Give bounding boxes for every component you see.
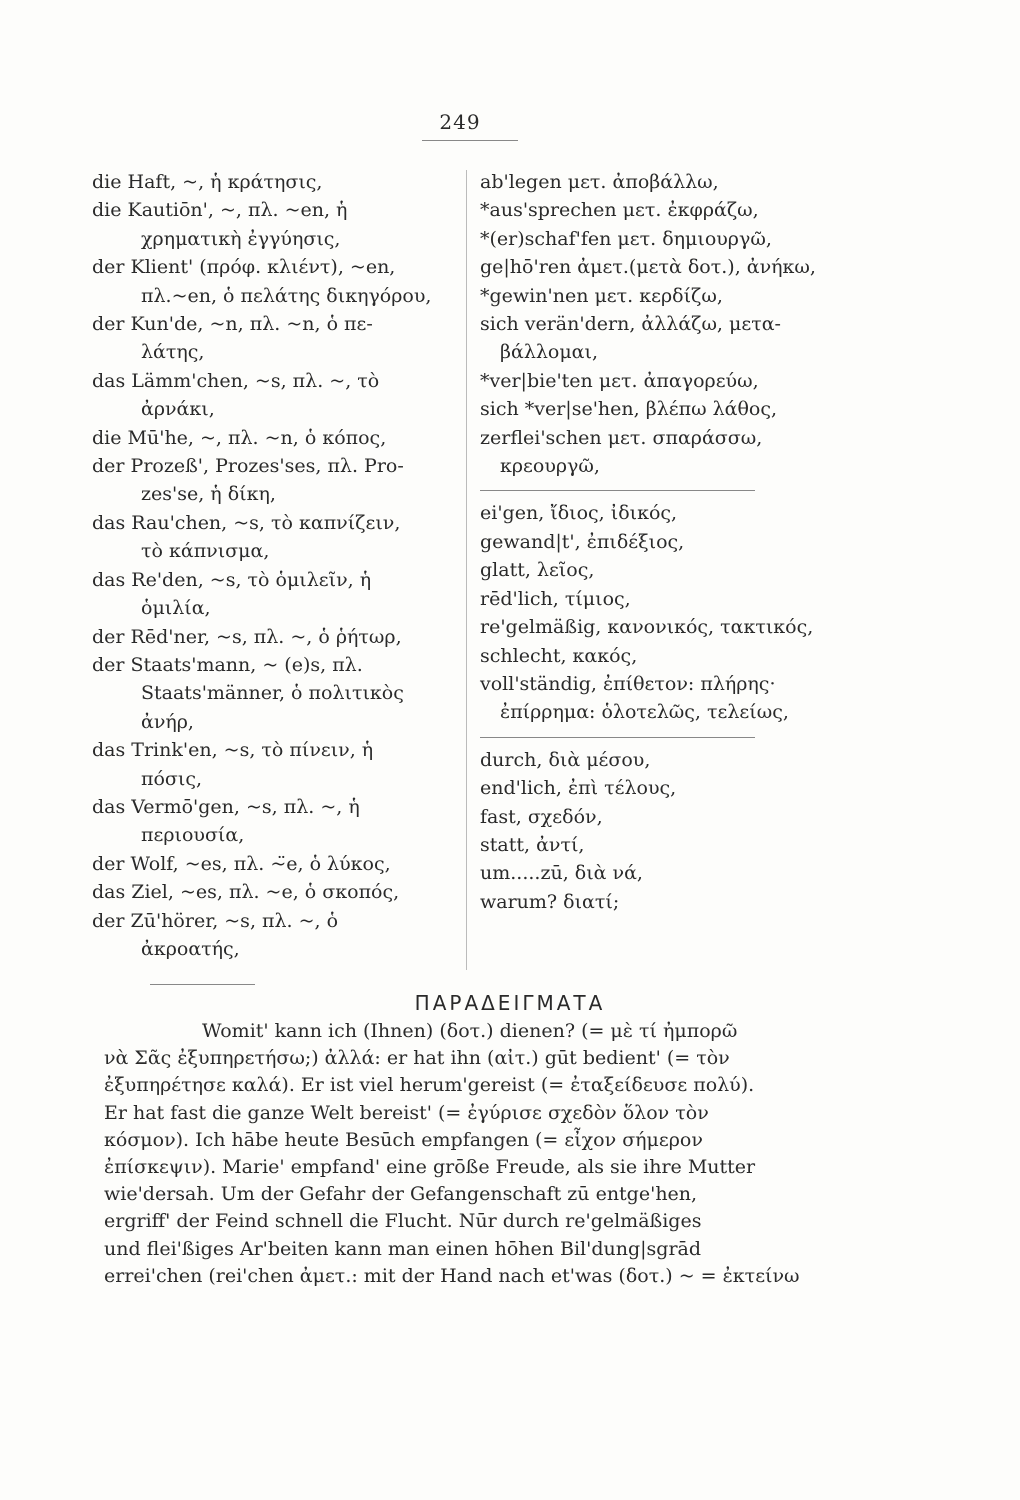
group-rule (480, 737, 755, 738)
entry-line: λάτης, (141, 341, 205, 364)
paragraph-line: ἐπίσκεψιν). Marie' empfand' eine grōße Freude, als sie ihre Mutter (104, 1156, 756, 1179)
entry-line: βάλλομαι, (500, 341, 599, 364)
page-number: 249 (439, 110, 481, 134)
entry-line: um.....zū, διὰ νά, (480, 862, 643, 885)
entry-line: περιουσία, (141, 824, 245, 847)
entry-line: *(er)schaf'fen μετ. δημιουργῶ, (480, 227, 772, 250)
entry-line: voll'ständig, ἐπίθετον: πλήρης· (480, 672, 776, 695)
entry-line: τὸ κάπνισμα, (141, 540, 270, 563)
entry-line: warum? διατί; (480, 890, 620, 913)
entry-line: der Klient' (πρόφ. κλιέντ), ~en, (92, 256, 396, 279)
entry-line: zerflei'schen μετ. σπαράσσω, (480, 426, 763, 449)
entry-line: ei'gen, ἴδιος, ἰδικός, (480, 502, 678, 525)
entry-line: der Staats'mann, ~ (e)s, πλ. (92, 653, 363, 676)
entry-line: rēd'lich, τίμιος, (480, 587, 631, 610)
entry-line: ἐπίρρημα: ὁλοτελῶς, τελείως, (500, 701, 789, 724)
adverbs-group (480, 746, 875, 916)
entry-line: die Haft, ~, ἡ κράτησις, (92, 171, 323, 193)
entry-line: glatt, λεῖος, (480, 559, 595, 582)
entry-line: re'gelmäßig, κανονικός, τακτικός, (480, 616, 814, 639)
entry-line: ἀρνάκι, (141, 398, 215, 421)
entry-line: κρεουργῶ, (500, 455, 600, 478)
entry-line: ab'legen μετ. ἀποβάλλω, (480, 171, 719, 193)
section-title: ΠΑΡΑΔΕΙΓΜΑΤΑ (414, 991, 606, 1015)
paragraph-line: κόσμον). Ich hābe heute Besūch empfangen (= εἶχον σήμερον (104, 1128, 703, 1151)
left-column-end-rule (150, 984, 255, 985)
entry-line: das Ziel, ~es, πλ. ~e, ὁ σκοπός, (92, 881, 400, 904)
entry-line: der Prozeß', Prozes'ses, πλ. Pro- (92, 455, 404, 478)
entry-line: ge|hō'ren ἀμετ.(μετὰ δοτ.), ἀνήκω, (480, 256, 816, 279)
entry-line: ὁμιλία, (141, 597, 211, 620)
adjectives-group (480, 499, 875, 726)
entry-line: durch, διὰ μέσου, (480, 748, 651, 771)
paragraph-line: ἐξυπηρέτησε καλά). Er ist viel herum'gereist (= ἐταξείδευσε πολύ). (104, 1074, 755, 1097)
entry-line: *gewin'nen μετ. κερδίζω, (480, 284, 723, 307)
entry-line: sich *ver|se'hen, βλέπω λάθος, (480, 398, 778, 421)
entry-line: Staats'männer, ὁ πολιτικὸς (141, 682, 404, 705)
entry-line: der Zū'hörer, ~s, πλ. ~, ὁ (92, 909, 339, 932)
entry-line: χρηματικὴ ἐγγύησις, (141, 227, 341, 250)
paragraph-line: und flei'ßiges Ar'beiten kann man einen hōhen Bil'dung|sgrād (104, 1237, 702, 1260)
entry-line: ἀνήρ, (141, 710, 194, 733)
examples-paragraph (104, 1018, 844, 1290)
entry-line: die Kautiōn', ~, πλ. ~en, ἡ (92, 199, 348, 222)
column-divider (466, 170, 467, 970)
paragraph-line: ergriff' der Feind schnell die Flucht. Nūr durch re'gelmäßiges (104, 1210, 702, 1233)
entry-line: schlecht, κακός, (480, 644, 638, 667)
paragraph-line: errei'chen (rei'chen ἀμετ.: mit der Hand nach et'was (δοτ.) ~ = ἐκτείνω (104, 1264, 800, 1287)
left-column (92, 168, 464, 963)
entry-line: das Re'den, ~s, τὸ ὁμιλεῖν, ἡ (92, 568, 372, 591)
verbs-group (480, 168, 875, 480)
entry-line: ἀκροατής, (141, 937, 240, 960)
entry-line: das Vermō'gen, ~s, πλ. ~, ἡ (92, 795, 360, 818)
entry-line: der Rēd'ner, ~s, πλ. ~, ὁ ῥήτωρ, (92, 625, 402, 648)
entry-line: fast, σχεδόν, (480, 805, 603, 828)
entry-line: sich verän'dern, ἀλλάζω, μετα- (480, 313, 781, 336)
entry-line: end'lich, ἐπὶ τέλους, (480, 777, 677, 800)
paragraph-line: Er hat fast die ganze Welt bereist' (= ἐγύρισε σχεδὸν ὅλον τὸν (104, 1101, 709, 1124)
entry-line: der Wolf, ~es, πλ. ~̈e, ὁ λύκος, (92, 852, 391, 875)
entry-line: *aus'sprechen μετ. ἐκφράζω, (480, 199, 759, 222)
group-rule (480, 490, 755, 491)
entry-line: statt, ἀντί, (480, 833, 585, 856)
paragraph-line: wie'dersah. Um der Gefahr der Gefangenschaft zū entge'hen, (104, 1183, 698, 1206)
entry-line: *ver|bie'ten μετ. ἀπαγορεύω, (480, 369, 759, 392)
entry-line: das Rau'chen, ~s, τὸ καπνίζειν, (92, 511, 401, 534)
entry-line: das Lämm'chen, ~s, πλ. ~, τὸ (92, 369, 380, 392)
right-column (480, 168, 875, 916)
entry-line: πόσις, (141, 767, 203, 790)
entry-line: das Trink'en, ~s, τὸ πίνειν, ἡ (92, 739, 374, 762)
page-number-rule (422, 140, 518, 141)
paragraph-line: Womit' kann ich (Ihnen) (δοτ.) dienen? (= μὲ τί ἠμπορῶ (202, 1020, 738, 1042)
paragraph-line: νὰ Σᾶς ἐξυπηρετήσω;) ἀλλά: er hat ihn (αἰτ.) gūt bedient' (= τὸν (104, 1047, 730, 1070)
entry-line: πλ.~en, ὁ πελάτης δικηγόρου, (141, 284, 432, 307)
entry-line: zes'se, ἡ δίκη, (141, 483, 276, 506)
entry-line: gewand|t', ἐπιδέξιος, (480, 530, 685, 553)
entry-line: der Kun'de, ~n, πλ. ~n, ὁ πε- (92, 313, 373, 336)
entry-line: die Mū'he, ~, πλ. ~n, ὁ κόπος, (92, 426, 387, 449)
